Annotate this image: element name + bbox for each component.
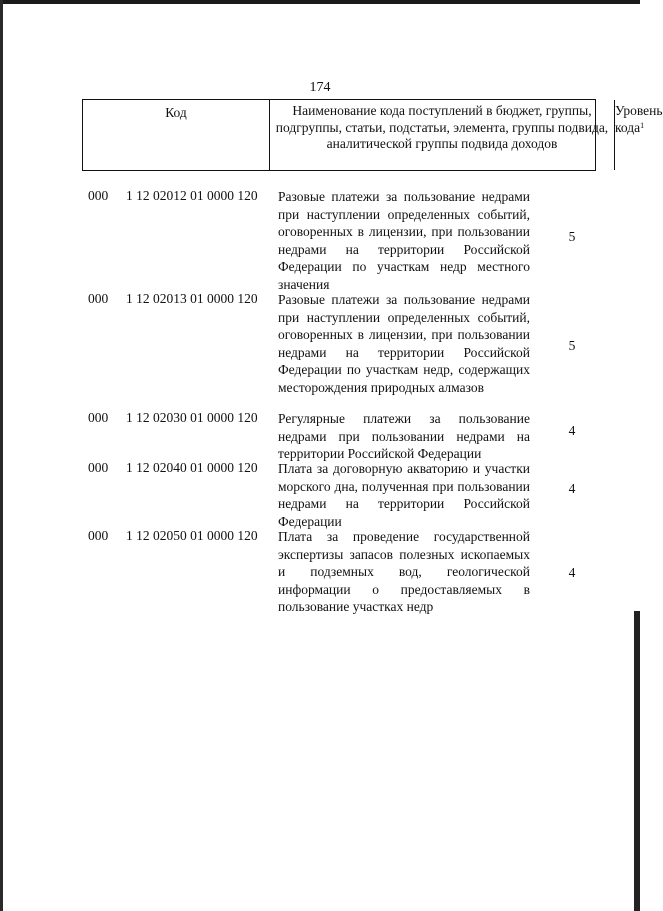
scan-edge-right (634, 611, 640, 911)
row-level: 5 (568, 229, 576, 244)
scan-edge-left (0, 0, 3, 911)
row-code: 1 12 02013 01 0000 120 (126, 291, 258, 306)
row-prefix: 000 (88, 528, 109, 543)
row-code: 1 12 02050 01 0000 120 (126, 528, 258, 543)
row-level: 4 (568, 481, 576, 496)
row-level: 4 (568, 423, 576, 438)
row-name: Разовые платежи за пользование недрами при наступлении определенных событий, оговоренных в лицензии, при пользовании недрами на территории Российской Федерации по участкам недр местного значения (278, 189, 530, 292)
row-prefix: 000 (88, 460, 109, 475)
header-name-label: Наименование кода поступлений в бюджет, группы, подгруппы, статьи, подстатьи, элемента, группы подвида, аналитической группы подвида доходов (275, 103, 609, 151)
page-number: 174 (309, 80, 331, 95)
footnote-marker: 1 (640, 120, 645, 130)
row-prefix: 000 (88, 410, 109, 425)
row-code: 1 12 02012 01 0000 120 (126, 188, 258, 203)
header-level-label: Уровень кода (615, 103, 663, 135)
header-code-label: Код (165, 105, 187, 120)
row-name: Регулярные платежи за пользование недрами при пользовании недрами на территории Российской Федерации (278, 411, 530, 461)
scan-edge-top (0, 0, 640, 4)
row-prefix: 000 (88, 188, 109, 203)
row-name: Разовые платежи за пользование недрами при наступлении определенных событий, оговоренных в лицензии, при пользовании недрами на территории Российской Федерации по участкам недр, содержащих месторождения природных алмазов (278, 292, 530, 395)
table-header (82, 99, 663, 171)
row-level: 5 (568, 338, 576, 353)
row-prefix: 000 (88, 291, 109, 306)
row-code: 1 12 02030 01 0000 120 (126, 410, 258, 425)
row-level: 4 (568, 565, 576, 580)
row-name: Плата за договорную акваторию и участки морского дна, полученная при пользовании недрами на территории Российской Федерации (278, 461, 530, 529)
row-name: Плата за проведение государственной экспертизы запасов полезных ископаемых и подземных вод, геологической информации о предоставляемых в пользование участках недр (278, 529, 530, 614)
header-name (270, 100, 615, 170)
row-code: 1 12 02040 01 0000 120 (126, 460, 258, 475)
header-code (83, 100, 270, 170)
